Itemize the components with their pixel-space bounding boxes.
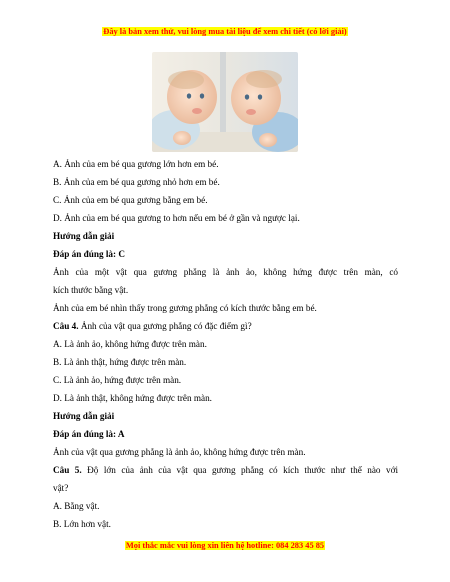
preview-notice-banner — [0, 26, 450, 37]
q5-option-b: B. Lớn hơn vật. — [53, 519, 111, 529]
q4-label: Câu 4. — [53, 321, 79, 331]
q4-guide-heading: Hướng dẫn giải — [53, 411, 115, 421]
q5-text-line-1: Độ lớn của ảnh của vật qua gương phẳng có kích thước như thế nào với — [81, 465, 398, 475]
q3-option-c: C. Ảnh của em bé qua gương bằng em bé. — [53, 195, 208, 205]
hotline-banner — [0, 540, 450, 551]
q5-question-line-1 — [53, 464, 398, 476]
preview-notice-text: Đây là bản xem thử, vui lòng mua tài liệu để xem chi tiết (có lời giải) — [103, 27, 347, 36]
q4-question — [53, 320, 252, 332]
q3-option-d: D. Ảnh của em bé qua gương to hơn nếu em bé ở gần và ngược lại. — [53, 213, 300, 223]
q5-label: Câu 5. — [53, 465, 82, 475]
q4-option-b: B. Là ảnh thật, hứng được trên màn. — [53, 357, 187, 367]
q4-option-a: A. Là ảnh ảo, không hứng được trên màn. — [53, 339, 207, 349]
hotline-text: Mọi thắc mắc vui lòng xin liên hệ hotline: 084 283 45 85 — [125, 541, 325, 550]
q3-guide-heading: Hướng dẫn giải — [53, 231, 115, 241]
q4-option-d: D. Là ảnh thật, không hứng được trên màn. — [53, 393, 212, 403]
q4-answer: Đáp án đúng là: A — [53, 429, 125, 439]
q5-option-a: A. Bằng vật. — [53, 501, 100, 511]
q5-question-line-2: vật? — [53, 483, 69, 493]
q4-option-c: C. Là ảnh ảo, hứng được trên màn. — [53, 375, 182, 385]
q3-answer: Đáp án đúng là: C — [53, 249, 125, 259]
q3-option-a: A. Ảnh của em bé qua gương lớn hơn em bé. — [53, 159, 219, 169]
q4-text: Ảnh của vật qua gương phẳng có đặc điểm gì? — [78, 321, 252, 331]
q4-explanation: Ảnh của vật qua gương phẳng là ảnh ảo, không hứng được trên màn. — [53, 447, 306, 457]
q3-explanation-line-2: kích thước bằng vật. — [53, 285, 129, 295]
q3-explanation-line-1: Ảnh của một vật qua gương phẳng là ảnh ảo, không hứng được trên màn, có — [53, 267, 398, 277]
baby-mirror-illustration — [152, 52, 298, 152]
baby-mirror-photo — [152, 52, 298, 152]
q3-explanation-line-3: Ảnh của em bé nhìn thấy trong gương phẳng có kích thước bằng em bé. — [53, 303, 317, 313]
q3-option-b: B. Ảnh của em bé qua gương nhỏ hơn em bé. — [53, 177, 220, 187]
